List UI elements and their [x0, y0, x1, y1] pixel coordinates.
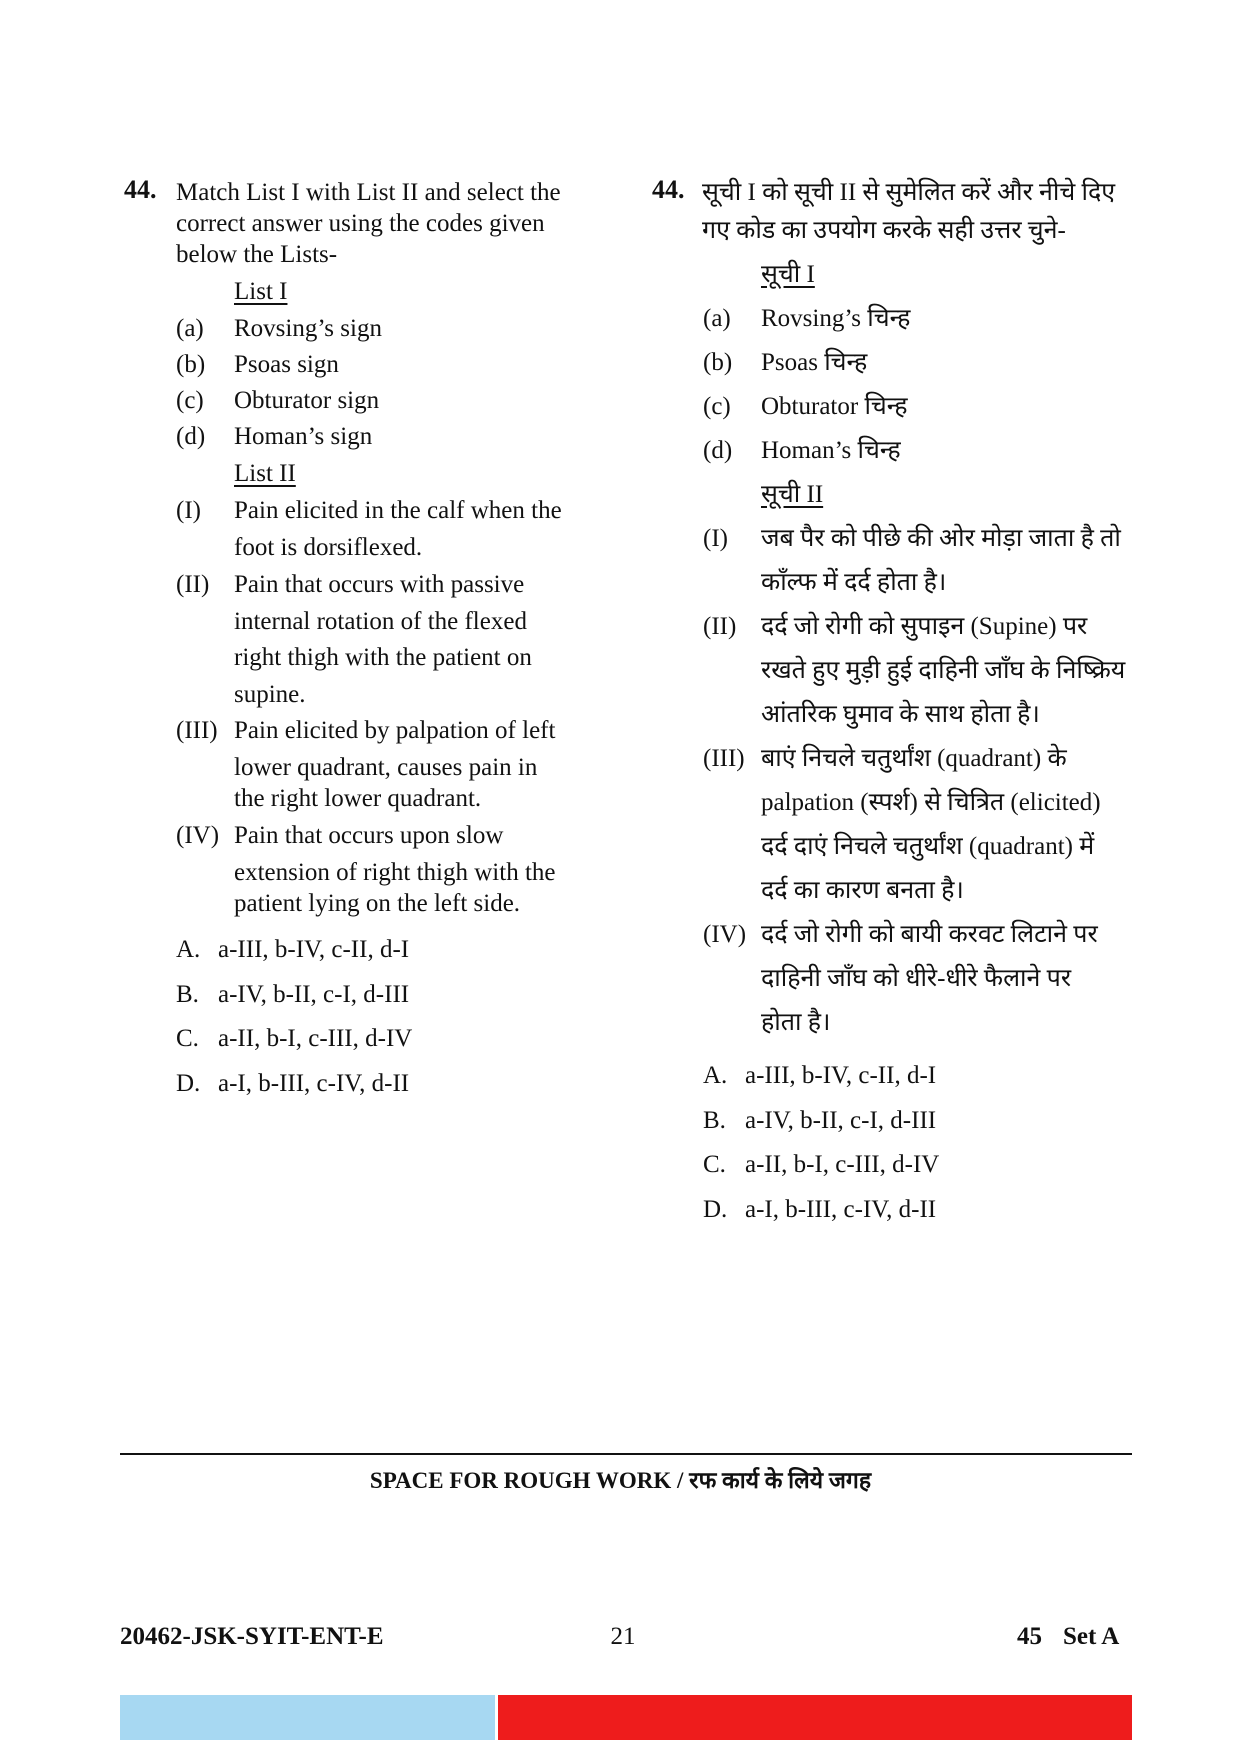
option-label: A. — [176, 936, 201, 963]
list1-item-text: Rovsing’s चिन्ह — [761, 305, 911, 332]
question-stem-line: सूची I को सूची II से सुमेलित करें और नीचे दिए — [702, 179, 1116, 206]
list2-item-label: (IV) — [703, 921, 747, 948]
list2-item-text: foot is dorsiflexed. — [234, 534, 423, 561]
list2-item-label: (IV) — [176, 822, 220, 849]
list1-item-text: Obturator sign — [234, 387, 380, 414]
list1-item-text: Psoas चिन्ह — [761, 349, 868, 376]
option-text: a-IV, b-II, c-I, d-III — [218, 981, 410, 1008]
list2-item-text: दर्द जो रोगी को बायी करवट लिटाने पर — [761, 921, 1098, 948]
option-text: a-III, b-IV, c-II, d-I — [218, 936, 410, 963]
list1-item-text: Psoas sign — [234, 351, 339, 378]
list1-item-label: (d) — [703, 437, 733, 464]
option-label: A. — [703, 1062, 728, 1089]
list1-item-label: (c) — [176, 387, 204, 414]
list1-heading: List I — [234, 278, 288, 305]
list1-item-text: Homan’s sign — [234, 423, 373, 450]
footer-number: 45 — [1017, 1623, 1042, 1650]
option-text: a-I, b-III, c-IV, d-II — [218, 1070, 410, 1097]
list2-item-text: supine. — [234, 681, 306, 708]
option-label: D. — [176, 1070, 201, 1097]
list2-item-text: Pain that occurs upon slow — [234, 822, 504, 849]
list1-heading: सूची I — [761, 261, 815, 288]
question-stem-line: गए कोड का उपयोग करके सही उत्तर चुने- — [702, 217, 1066, 244]
option-text: a-IV, b-II, c-I, d-III — [745, 1107, 937, 1134]
list2-item-text: दर्द दाएं निचले चतुर्थांश (quadrant) में — [761, 833, 1095, 860]
list2-item-text: the right lower quadrant. — [234, 785, 482, 812]
divider — [120, 1453, 1132, 1455]
list1-item-text: Rovsing’s sign — [234, 315, 382, 342]
question-stem-line: Match List I with List II and select the — [176, 179, 561, 206]
option-text: a-II, b-I, c-III, d-IV — [218, 1025, 413, 1052]
list2-item-text: होता है। — [761, 1009, 831, 1036]
list2-item-label: (I) — [703, 525, 728, 552]
list1-item-label: (d) — [176, 423, 206, 450]
list2-item-text: रखते हुए मुड़ी हुई दाहिनी जाँघ के निष्क्रिय — [761, 657, 1126, 684]
list2-item-text: काँल्फ में दर्द होता है। — [761, 569, 947, 596]
option-text: a-II, b-I, c-III, d-IV — [745, 1151, 940, 1178]
page-number: 21 — [610, 1623, 636, 1650]
question-number: 44. — [652, 175, 685, 204]
list2-item-text: right thigh with the patient on — [234, 644, 532, 671]
paper-code: 20462-JSK-SYIT-ENT-E — [120, 1623, 384, 1650]
list2-item-text: patient lying on the left side. — [234, 890, 521, 917]
color-bar-red — [498, 1695, 1132, 1740]
option-label: B. — [176, 981, 199, 1008]
list1-item-label: (b) — [703, 349, 733, 376]
list2-item-text: दाहिनी जाँघ को धीरे-धीरे फैलाने पर — [761, 965, 1072, 992]
option-label: C. — [703, 1151, 726, 1178]
list2-item-label: (III) — [703, 745, 745, 772]
color-bar-blue — [120, 1695, 495, 1740]
rough-work-label: SPACE FOR ROUGH WORK / रफ कार्य के लिये जगह — [369, 1468, 872, 1493]
question-number: 44. — [124, 175, 157, 204]
question-stem-line: correct answer using the codes given — [176, 210, 545, 237]
option-label: C. — [176, 1025, 199, 1052]
list1-item-text: Obturator चिन्ह — [761, 393, 908, 420]
list2-item-text: palpation (स्पर्श) से चित्रित (elicited) — [761, 789, 1101, 816]
list1-item-label: (a) — [703, 305, 731, 332]
option-text: a-I, b-III, c-IV, d-II — [745, 1196, 937, 1223]
set-label: Set A — [1063, 1623, 1120, 1650]
list2-item-text: दर्द जो रोगी को सुपाइन (Supine) पर — [761, 613, 1088, 640]
list2-item-label: (II) — [703, 613, 737, 640]
list2-item-text: extension of right thigh with the — [234, 859, 556, 886]
list1-item-label: (c) — [703, 393, 731, 420]
list1-item-text: Homan’s चिन्ह — [761, 437, 901, 464]
list2-item-text: बाएं निचले चतुर्थांश (quadrant) के — [761, 745, 1067, 772]
list2-heading: सूची II — [761, 481, 824, 508]
list2-item-text: दर्द का कारण बनता है। — [761, 877, 964, 904]
list2-item-text: जब पैर को पीछे की ओर मोड़ा जाता है तो — [761, 525, 1121, 552]
question-stem-line: below the Lists- — [176, 241, 338, 268]
list2-item-label: (III) — [176, 717, 218, 744]
list2-heading: List II — [234, 460, 296, 487]
list2-item-label: (I) — [176, 497, 201, 524]
list2-item-text: lower quadrant, causes pain in — [234, 754, 538, 781]
list2-item-text: Pain elicited in the calf when the — [234, 497, 562, 524]
list2-item-text: internal rotation of the flexed — [234, 608, 527, 635]
option-label: B. — [703, 1107, 726, 1134]
list1-item-label: (b) — [176, 351, 206, 378]
option-text: a-III, b-IV, c-II, d-I — [745, 1062, 937, 1089]
list2-item-text: Pain elicited by palpation of left — [234, 717, 556, 744]
list2-item-label: (II) — [176, 571, 210, 598]
list2-item-text: आंतरिक घुमाव के साथ होता है। — [761, 701, 1040, 728]
list2-item-text: Pain that occurs with passive — [234, 571, 525, 598]
list1-item-label: (a) — [176, 315, 204, 342]
option-label: D. — [703, 1196, 728, 1223]
